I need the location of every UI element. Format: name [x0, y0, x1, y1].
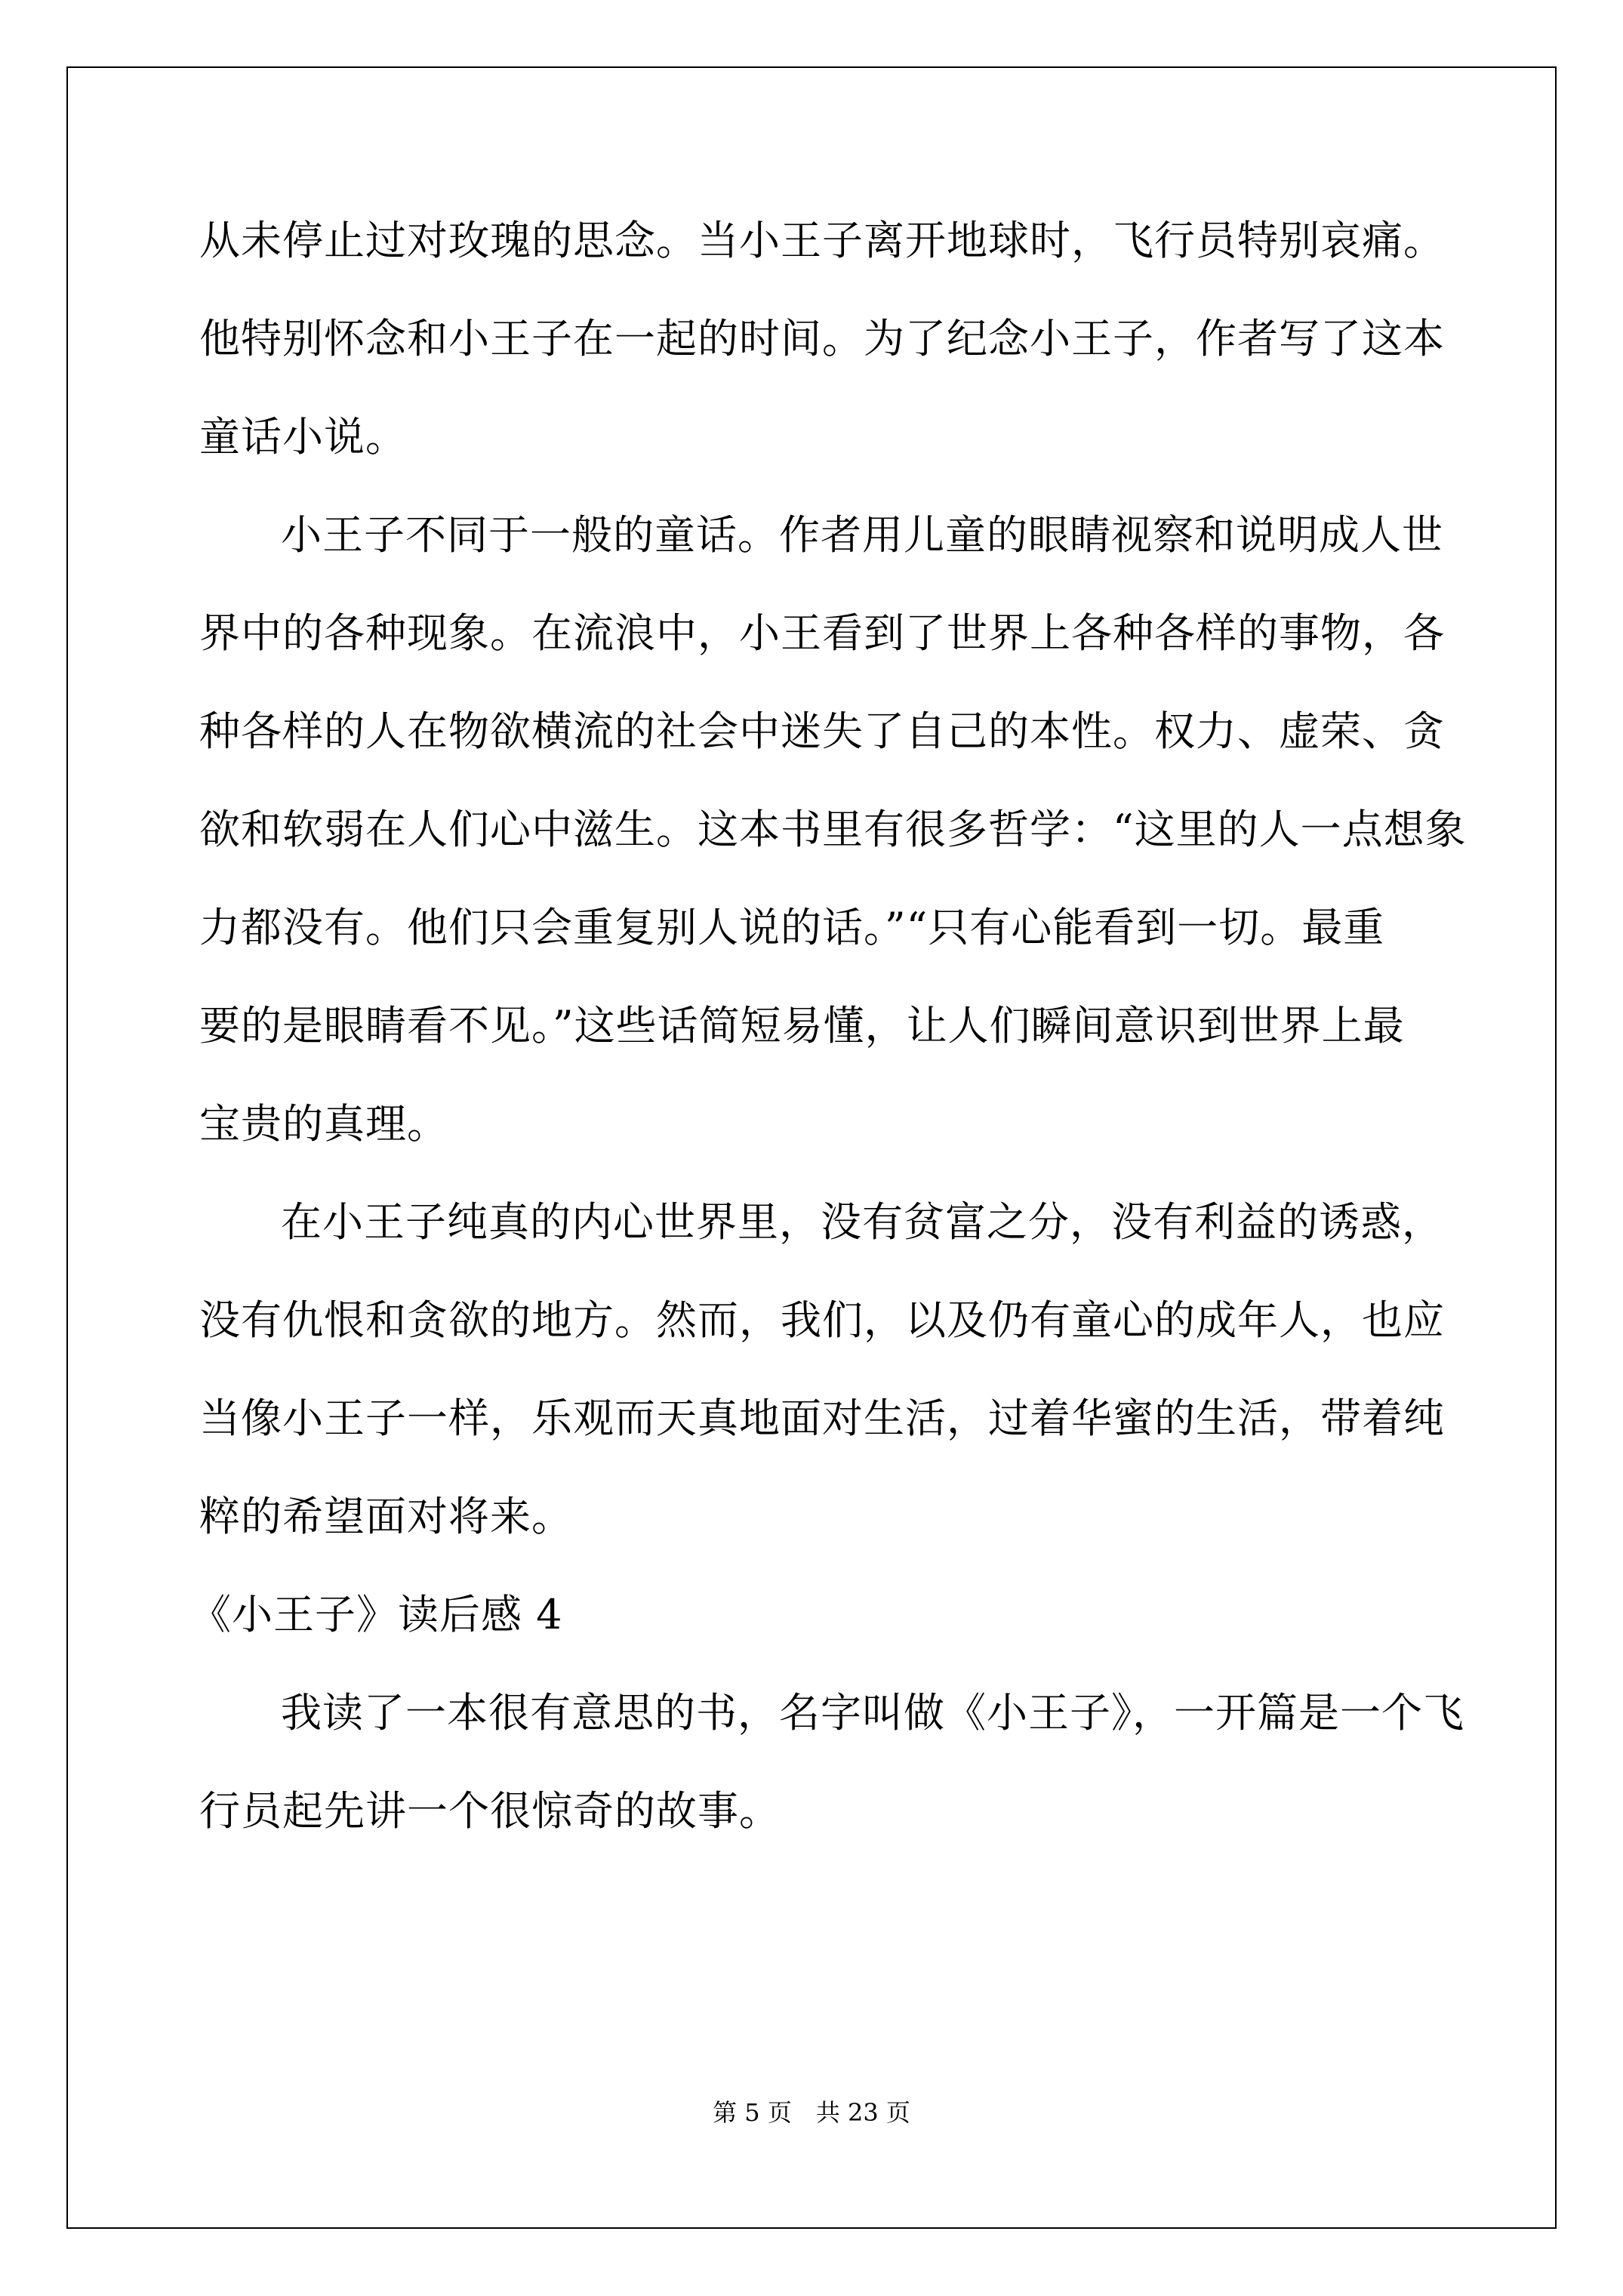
text-line: 宝贵的真理。	[199, 1100, 448, 1148]
text-line: 欲和软弱在人们心中滋生。这本书里有很多哲学：“这里的人一点想象	[199, 806, 1467, 853]
text-line: 他特别怀念和小王子在一起的时间。为了纪念小王子，作者写了这本	[199, 315, 1445, 362]
text-line: 力都没有。他们只会重复别人说的话。”“只有心能看到一切。最重	[199, 904, 1385, 951]
text-line: 我读了一本很有意思的书，名字叫做《小王子》，一开篇是一个飞	[281, 1689, 1464, 1737]
text-line: 在小王子纯真的内心世界里，没有贫富之分，没有利益的诱惑，	[281, 1198, 1443, 1246]
document-body	[190, 192, 1467, 1860]
text-line: 没有仇恨和贪欲的地方。然而，我们，以及仍有童心的成年人，也应	[199, 1296, 1445, 1344]
text-line: 界中的各种现象。在流浪中，小王看到了世界上各种各样的事物，各	[199, 609, 1445, 657]
text-line: 行员起先讲一个很惊奇的故事。	[199, 1787, 781, 1835]
page-number-footer: 第 5 页 共 23 页	[713, 2098, 910, 2127]
text-line: 小王子不同于一般的童话。作者用儿童的眼睛视察和说明成人世	[281, 511, 1443, 559]
text-line: 当像小王子一样，乐观而天真地面对生活，过着华蜜的生活，带着纯	[199, 1395, 1445, 1442]
text-line: 从未停止过对玫瑰的思念。当小王子离开地球时，飞行员特别哀痛。	[199, 217, 1445, 264]
text-line: 种各样的人在物欲横流的社会中迷失了自己的本性。权力、虚荣、贪	[199, 707, 1445, 755]
text-line: 童话小说。	[199, 413, 407, 461]
section-heading: 《小王子》读后感 4	[190, 1591, 563, 1638]
text-line: 粹的希望面对将来。	[199, 1493, 573, 1540]
text-line: 要的是眼睛看不见。”这些话简短易懂，让人们瞬间意识到世界上最	[199, 1002, 1405, 1049]
